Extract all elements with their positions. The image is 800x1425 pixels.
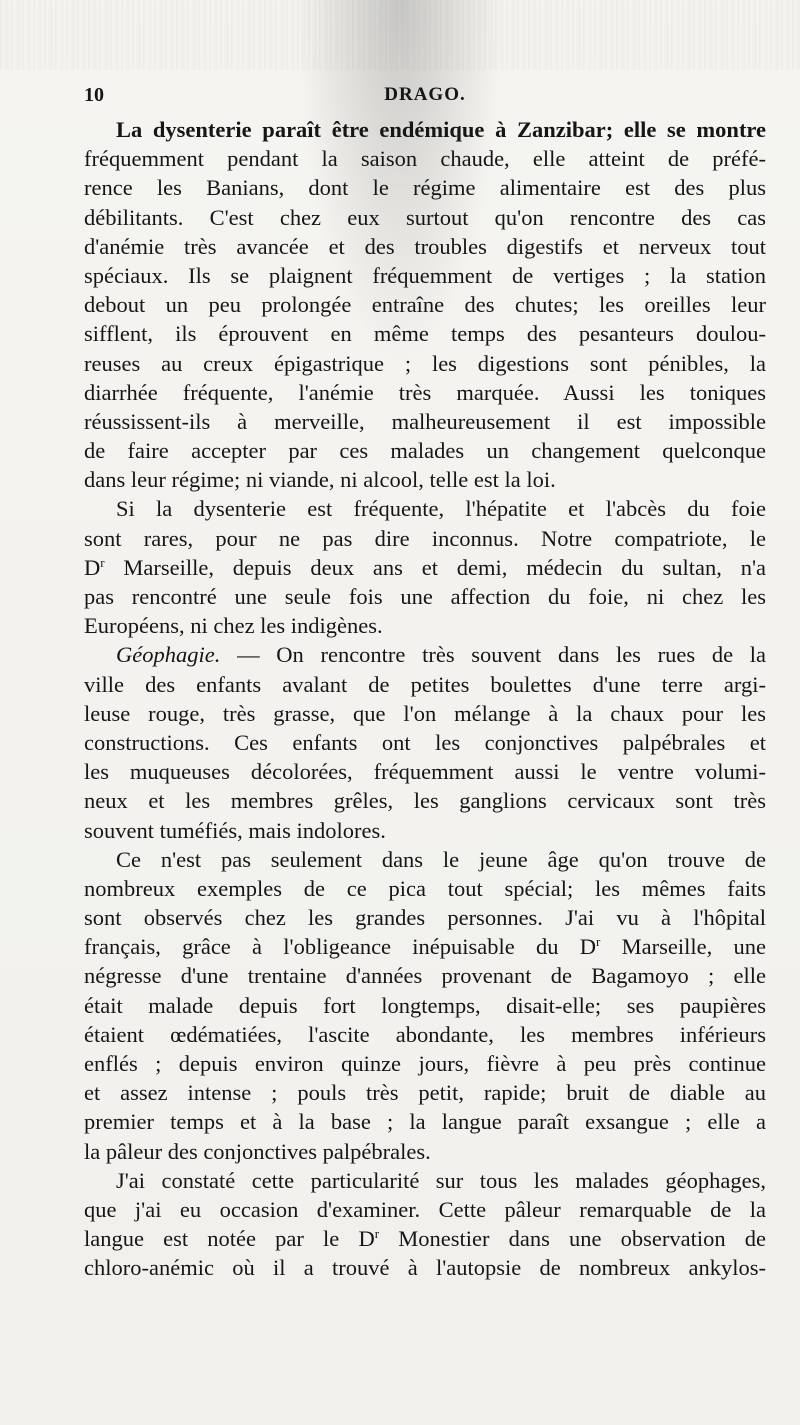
text-line: et assez intense ; pouls très petit, rapide; bruit de diable au xyxy=(84,1080,766,1106)
page-header xyxy=(84,84,766,110)
text-line: sont rares, pour ne pas dire inconnus. Notre compatriote, le xyxy=(84,525,766,551)
text-line: débilitants. C'est chez eux surtout qu'on rencontre des cas xyxy=(84,204,766,230)
text-line: les muqueuses décolorées, fréquemment aussi le ventre volumi- xyxy=(84,759,766,785)
text-line: fréquemment pendant la saison chaude, elle atteint de préfé- xyxy=(84,146,766,172)
text-line: la pâleur des conjonctives palpébrales. xyxy=(84,1138,431,1164)
text-line: diarrhée fréquente, l'anémie très marquée. Aussi les toniques xyxy=(84,379,766,405)
text-line: Si la dysenterie est fréquente, l'hépatite et l'abcès du foie xyxy=(116,496,766,522)
text-line: spéciaux. Ils se plaignent fréquemment de vertiges ; la station xyxy=(84,262,766,288)
text-line: neux et les membres grêles, les ganglions cervicaux sont très xyxy=(84,788,766,814)
body-text xyxy=(84,115,766,1283)
text-line: sont observés chez les grandes personnes. J'ai vu à l'hôpital xyxy=(84,905,766,931)
running-head: DRAGO. xyxy=(384,84,466,105)
doctor-abbreviation: $D^r$ xyxy=(84,554,105,580)
text-line: constructions. Ces enfants ont les conjonctives palpébrales et xyxy=(84,729,766,755)
text-line: J'ai constaté cette particularité sur tous les malades géophages, xyxy=(116,1167,766,1193)
text-line: premier temps et à la base ; la langue paraît exsangue ; elle a xyxy=(84,1109,766,1135)
text-line: sifflent, ils éprouvent en même temps des pesanteurs doulou- xyxy=(84,321,766,347)
text-line: enflés ; depuis environ quinze jours, fièvre à peu près continue xyxy=(84,1051,766,1076)
text-line: dans leur régime; ni viande, ni alcool, telle est la loi. xyxy=(84,467,556,493)
text-line: souvent tuméfiés, mais indolores. xyxy=(84,817,386,843)
text-line: langue est notée par le $D^r$ Monestier dans une observation de xyxy=(84,1226,766,1252)
text-line: reuses au creux épigastrique ; les digestions sont pénibles, la xyxy=(84,350,766,376)
text-line: $D^r$ Marseille, depuis deux ans et demi, médecin du sultan, n'a xyxy=(84,554,766,580)
text-line: ville des enfants avalant de petites boulettes d'une terre argi- xyxy=(84,671,766,697)
text-line: pas rencontré une seule fois une affection du foie, ni chez les xyxy=(84,584,766,609)
text-line: français, grâce à l'obligeance inépuisable du $D^r$ Marseille, une xyxy=(84,934,766,960)
scan-edge-shading xyxy=(0,0,800,70)
text-line: La dysenterie paraît être endémique à Zanzibar; elle se montre xyxy=(116,117,766,142)
text-line: nombreux exemples de ce pica tout spécial; les mêmes faits xyxy=(84,875,766,901)
doctor-abbreviation: $D^r$ xyxy=(358,1226,380,1252)
text-line: Européens, ni chez les indigènes. xyxy=(84,613,383,639)
text-line: rence les Banians, dont le régime alimentaire est des plus xyxy=(84,175,766,201)
text-line: Géophagie. — On rencontre très souvent dans les rues de la xyxy=(116,642,766,668)
text-line: chloro-anémic où il a trouvé à l'autopsie de nombreux ankylos- xyxy=(84,1255,766,1281)
text-line: leuse rouge, très grasse, que l'on mélange à la chaux pour les xyxy=(84,700,766,726)
text-line: était malade depuis fort longtemps, disait-elle; ses paupières xyxy=(84,992,766,1018)
text-line: Ce n'est pas seulement dans le jeune âge qu'on trouve de xyxy=(116,846,766,872)
text-line: que j'ai eu occasion d'examiner. Cette pâleur remarquable de la xyxy=(84,1196,766,1222)
text-line: étaient œdématiées, l'ascite abondante, les membres inférieurs xyxy=(84,1021,766,1047)
page-number: 10 xyxy=(84,84,104,106)
text-line: réussissent-ils à merveille, malheureusement il est impossible xyxy=(84,408,766,434)
text-line: debout un peu prolongée entraîne des chutes; les oreilles leur xyxy=(84,292,766,318)
doctor-abbreviation: $D^r$ xyxy=(579,934,601,960)
text-line: d'anémie très avancée et des troubles digestifs et nerveux tout xyxy=(84,233,766,259)
text-line: de faire accepter par ces malades un changement quelconque xyxy=(84,438,766,464)
section-heading: Géophagie. xyxy=(116,642,221,668)
text-line: négresse d'une trentaine d'années provenant de Bagamoyo ; elle xyxy=(84,963,766,989)
